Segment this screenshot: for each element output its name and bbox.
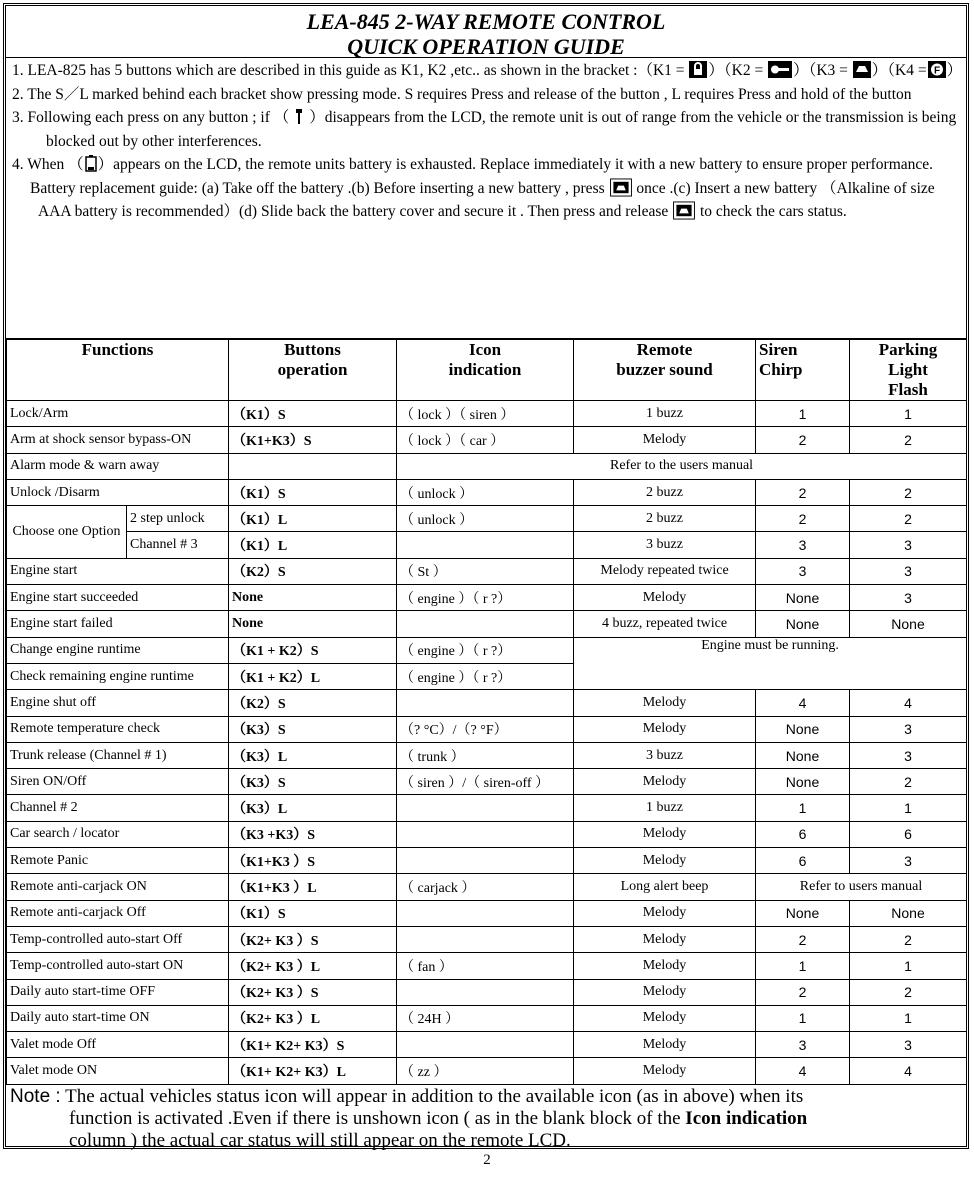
buttons-cell: （K1+ K2+ K3）L: [229, 1058, 397, 1084]
buttons-cell: （K1）L: [229, 532, 397, 558]
table-row: [7, 769, 967, 795]
icon-cell: [397, 926, 574, 952]
siren-cell: 4: [756, 1058, 850, 1084]
icon-cell: （ trunk ）: [397, 742, 574, 768]
siren-cell: 3: [756, 532, 850, 558]
icon-cell: （ zz ）: [397, 1058, 574, 1084]
buttons-cell: None: [229, 585, 397, 611]
parking-cell: 1: [850, 401, 967, 427]
buttons-cell: （K1）S: [229, 401, 397, 427]
note-label: Note :: [10, 1085, 61, 1107]
icon-cell: （ engine ）（ r ?）: [397, 663, 574, 689]
buttons-cell: （K1+K3 ）L: [229, 874, 397, 900]
header-remote: Remote buzzer sound: [574, 340, 756, 401]
sound-cell: 3 buzz: [574, 532, 756, 558]
battery-icon: [84, 154, 98, 173]
table-row: [7, 1058, 967, 1084]
svg-text:F: F: [933, 65, 940, 77]
header-functions: Functions: [7, 340, 229, 401]
icon-cell: [397, 979, 574, 1005]
sound-cell: Melody: [574, 585, 756, 611]
function-cell: Lock/Arm: [7, 401, 229, 427]
siren-cell: None: [756, 716, 850, 742]
table-row: [7, 401, 967, 427]
key-icon: [767, 60, 793, 79]
function-cell: 2 step unlock: [127, 506, 229, 532]
parking-cell: 2: [850, 506, 967, 532]
table-row: [7, 979, 967, 1005]
buttons-cell: （K2）S: [229, 558, 397, 584]
buttons-cell: （K1+ K2+ K3）S: [229, 1032, 397, 1058]
icon-cell: [397, 848, 574, 874]
function-cell: Channel # 2: [7, 795, 229, 821]
function-cell: Temp-controlled auto-start ON: [7, 953, 229, 979]
icon-cell: [397, 690, 574, 716]
function-cell: Temp-controlled auto-start Off: [7, 926, 229, 952]
operation-table: [6, 339, 967, 1085]
intro-item-2: 2. The S／L marked behind each bracket show pressing mode. S requires Press and release of the button , L requires Press and hold of the button: [12, 85, 912, 103]
engine-note-cell: Engine must be running.: [574, 637, 967, 690]
note-section: [6, 1085, 966, 1153]
buttons-cell: （K2）S: [229, 690, 397, 716]
buttons-cell: （K1）L: [229, 506, 397, 532]
table-row: [7, 427, 967, 453]
function-cell: Engine start failed: [7, 611, 229, 637]
parking-cell: 2: [850, 769, 967, 795]
header-parking: Parking Light Flash: [850, 340, 967, 401]
table-header: [7, 340, 967, 401]
note-text-2: function is activated .Even if there is unshown icon ( as in the blank block of the: [69, 1107, 686, 1129]
table-row: [7, 795, 967, 821]
note-text-3: column ) the actual car status will still appear on the remote LCD.: [69, 1129, 571, 1151]
icon-cell: [397, 1032, 574, 1058]
siren-cell: 3: [756, 1032, 850, 1058]
buttons-cell: （K2+ K3 ）L: [229, 953, 397, 979]
table-row: [7, 742, 967, 768]
intro-item-1: 1. LEA-825 has 5 buttons which are described in this guide as K1, K2 ,etc.. as shown in the bracket :（K1 = ）（K2 = ）（K3 = ）（K4 = F ）: [12, 62, 963, 79]
sound-cell: Melody repeated twice: [574, 558, 756, 584]
icon-cell: （ siren ）/（ siren-off ）: [397, 769, 574, 795]
table-row: [7, 716, 967, 742]
parking-cell: 4: [850, 1058, 967, 1084]
sound-cell: Melody: [574, 979, 756, 1005]
icon-cell: （ carjack ）: [397, 874, 574, 900]
function-cell: Remote Panic: [7, 848, 229, 874]
buttons-cell: （K1+K3）S: [229, 427, 397, 453]
table-row: [7, 900, 967, 926]
icon-cell: [397, 900, 574, 926]
icon-cell: [397, 821, 574, 847]
parking-cell: 3: [850, 742, 967, 768]
siren-cell: None: [756, 611, 850, 637]
table-row: [7, 532, 967, 558]
buttons-cell: （K2+ K3 ）S: [229, 926, 397, 952]
refer-manual-cell: Refer to users manual: [756, 874, 967, 900]
table-row: [7, 637, 967, 663]
icon-cell: [397, 795, 574, 821]
buttons-cell: （K3）S: [229, 769, 397, 795]
siren-cell: 2: [756, 979, 850, 1005]
buttons-cell: （K3）S: [229, 716, 397, 742]
table-row: [7, 690, 967, 716]
sound-cell: 3 buzz: [574, 742, 756, 768]
parking-cell: 3: [850, 585, 967, 611]
header-buttons: Buttons operation: [229, 340, 397, 401]
siren-cell: 2: [756, 427, 850, 453]
icon-cell: （ engine ）（ r ?）: [397, 637, 574, 663]
parking-cell: 3: [850, 1032, 967, 1058]
buttons-cell: （K1）S: [229, 900, 397, 926]
buttons-cell: （K1 + K2）L: [229, 663, 397, 689]
icon-cell: （ fan ）: [397, 953, 574, 979]
icon-cell: （? °C）/（? °F）: [397, 716, 574, 742]
parking-cell: 6: [850, 821, 967, 847]
table-row: [7, 874, 967, 900]
car-key-icon: [852, 60, 872, 79]
siren-cell: 6: [756, 821, 850, 847]
note-bold: Icon indication: [685, 1107, 808, 1129]
parking-cell: 3: [850, 848, 967, 874]
icon-cell: （ unlock ）: [397, 479, 574, 505]
table-row: [7, 585, 967, 611]
buttons-cell: [229, 453, 397, 479]
siren-cell: 2: [756, 506, 850, 532]
intro-item-3: 3. Following each press on any button ; if （ ）disappears from the LCD, the remote unit is out of range from the vehicle or the transmission is being blocked out by other interferences.: [12, 109, 957, 150]
sound-cell: Melody: [574, 769, 756, 795]
sound-cell: 2 buzz: [574, 506, 756, 532]
icon-cell: [397, 532, 574, 558]
siren-cell: 4: [756, 690, 850, 716]
header-siren: Siren Chirp: [756, 340, 850, 401]
function-cell: Engine shut off: [7, 690, 229, 716]
buttons-cell: （K2+ K3 ）S: [229, 979, 397, 1005]
buttons-cell: （K1）S: [229, 479, 397, 505]
f-key-icon: [927, 60, 947, 79]
siren-cell: None: [756, 585, 850, 611]
siren-cell: None: [756, 900, 850, 926]
siren-cell: 2: [756, 479, 850, 505]
choose-option-cell: Choose one Option: [7, 506, 127, 559]
buttons-cell: （K1+K3 ）S: [229, 848, 397, 874]
table-row: [7, 953, 967, 979]
buttons-cell: （K1 + K2）S: [229, 637, 397, 663]
sound-cell: 4 buzz, repeated twice: [574, 611, 756, 637]
table-row: [7, 821, 967, 847]
car-key-icon: [609, 178, 633, 197]
siren-cell: 1: [756, 401, 850, 427]
sound-cell: 1 buzz: [574, 795, 756, 821]
intro-item-4: 4. When （ ）appears on the LCD, the remote units battery is exhausted. Replace immediately it with a new battery to ensure proper performance.: [12, 156, 934, 173]
table-row: [7, 1032, 967, 1058]
siren-cell: 6: [756, 848, 850, 874]
parking-cell: None: [850, 900, 967, 926]
header-icon: Icon indication: [397, 340, 574, 401]
function-cell: Engine start: [7, 558, 229, 584]
note-text-1: The actual vehicles status icon will appear in addition to the available icon (as in above) when its: [65, 1085, 804, 1107]
table-row: [7, 453, 967, 479]
intro-section: [6, 58, 966, 339]
parking-cell: 2: [850, 979, 967, 1005]
function-cell: Remote temperature check: [7, 716, 229, 742]
siren-cell: 3: [756, 558, 850, 584]
siren-cell: None: [756, 742, 850, 768]
sound-cell: Melody: [574, 1058, 756, 1084]
function-cell: Alarm mode & warn away: [7, 453, 229, 479]
buttons-cell: （K3 +K3）S: [229, 821, 397, 847]
function-cell: Engine start succeeded: [7, 585, 229, 611]
sound-cell: 1 buzz: [574, 401, 756, 427]
parking-cell: 3: [850, 532, 967, 558]
parking-cell: 2: [850, 479, 967, 505]
icon-cell: （ St ）: [397, 558, 574, 584]
sound-cell: Melody: [574, 1032, 756, 1058]
parking-cell: None: [850, 611, 967, 637]
sound-cell: Melody: [574, 900, 756, 926]
sound-cell: Melody: [574, 690, 756, 716]
function-cell: Valet mode ON: [7, 1058, 229, 1084]
title-line1: LEA-845 2-WAY REMOTE CONTROL: [306, 9, 666, 34]
icon-cell: （ 24H ）: [397, 1005, 574, 1031]
siren-cell: 1: [756, 953, 850, 979]
table-row: [7, 506, 967, 532]
parking-cell: 3: [850, 558, 967, 584]
guide-frame: [3, 3, 969, 1149]
icon-cell: （ engine ）（ r ?）: [397, 585, 574, 611]
function-cell: Channel # 3: [127, 532, 229, 558]
function-cell: Trunk release (Channel # 1): [7, 742, 229, 768]
table-row: [7, 848, 967, 874]
table-row: [7, 479, 967, 505]
icon-cell: （ lock ）（ car ）: [397, 427, 574, 453]
parking-cell: 1: [850, 953, 967, 979]
table-row: [7, 926, 967, 952]
signal-icon: [289, 107, 309, 126]
icon-cell: （ lock ）（ siren ）: [397, 401, 574, 427]
sound-cell: Melody: [574, 848, 756, 874]
icon-cell: （ unlock ）: [397, 506, 574, 532]
function-cell: Change engine runtime: [7, 637, 229, 663]
table-row: [7, 1005, 967, 1031]
function-cell: Check remaining engine runtime: [7, 663, 229, 689]
function-cell: Unlock /Disarm: [7, 479, 229, 505]
function-cell: Siren ON/Off: [7, 769, 229, 795]
function-cell: Remote anti-carjack Off: [7, 900, 229, 926]
guide-title: [6, 6, 966, 58]
function-cell: Remote anti-carjack ON: [7, 874, 229, 900]
parking-cell: 3: [850, 716, 967, 742]
sound-cell: Long alert beep: [574, 874, 756, 900]
sound-cell: Melody: [574, 716, 756, 742]
siren-cell: None: [756, 769, 850, 795]
sound-cell: Melody: [574, 427, 756, 453]
battery-guide: Battery replacement guide: (a) Take off the battery .(b) Before inserting a new battery , press once .(c) Insert a new battery （Alkaline of size AAA battery is recommended）(d) Slide back the battery cover and secure it . Then press and release to check the cars status.: [30, 179, 935, 220]
function-cell: Arm at shock sensor bypass-ON: [7, 427, 229, 453]
siren-cell: 2: [756, 926, 850, 952]
parking-cell: 2: [850, 926, 967, 952]
buttons-cell: （K2+ K3 ）L: [229, 1005, 397, 1031]
function-cell: Daily auto start-time OFF: [7, 979, 229, 1005]
lock-key-icon: [688, 60, 708, 79]
table-row: [7, 558, 967, 584]
sound-cell: Melody: [574, 926, 756, 952]
sound-cell: 2 buzz: [574, 479, 756, 505]
function-cell: Car search / locator: [7, 821, 229, 847]
siren-cell: 1: [756, 795, 850, 821]
buttons-cell: （K3）L: [229, 795, 397, 821]
page-number: 2: [483, 1152, 491, 1168]
sound-cell: Melody: [574, 953, 756, 979]
sound-cell: Melody: [574, 821, 756, 847]
parking-cell: 2: [850, 427, 967, 453]
table-row: [7, 611, 967, 637]
title-line2: QUICK OPERATION GUIDE: [347, 34, 625, 59]
function-cell: Daily auto start-time ON: [7, 1005, 229, 1031]
car-key-icon: [672, 201, 696, 220]
refer-manual-cell: Refer to the users manual: [397, 453, 967, 479]
siren-cell: 1: [756, 1005, 850, 1031]
parking-cell: 1: [850, 1005, 967, 1031]
function-cell: Valet mode Off: [7, 1032, 229, 1058]
parking-cell: 4: [850, 690, 967, 716]
buttons-cell: None: [229, 611, 397, 637]
buttons-cell: （K3）L: [229, 742, 397, 768]
icon-cell: [397, 611, 574, 637]
parking-cell: 1: [850, 795, 967, 821]
sound-cell: Melody: [574, 1005, 756, 1031]
